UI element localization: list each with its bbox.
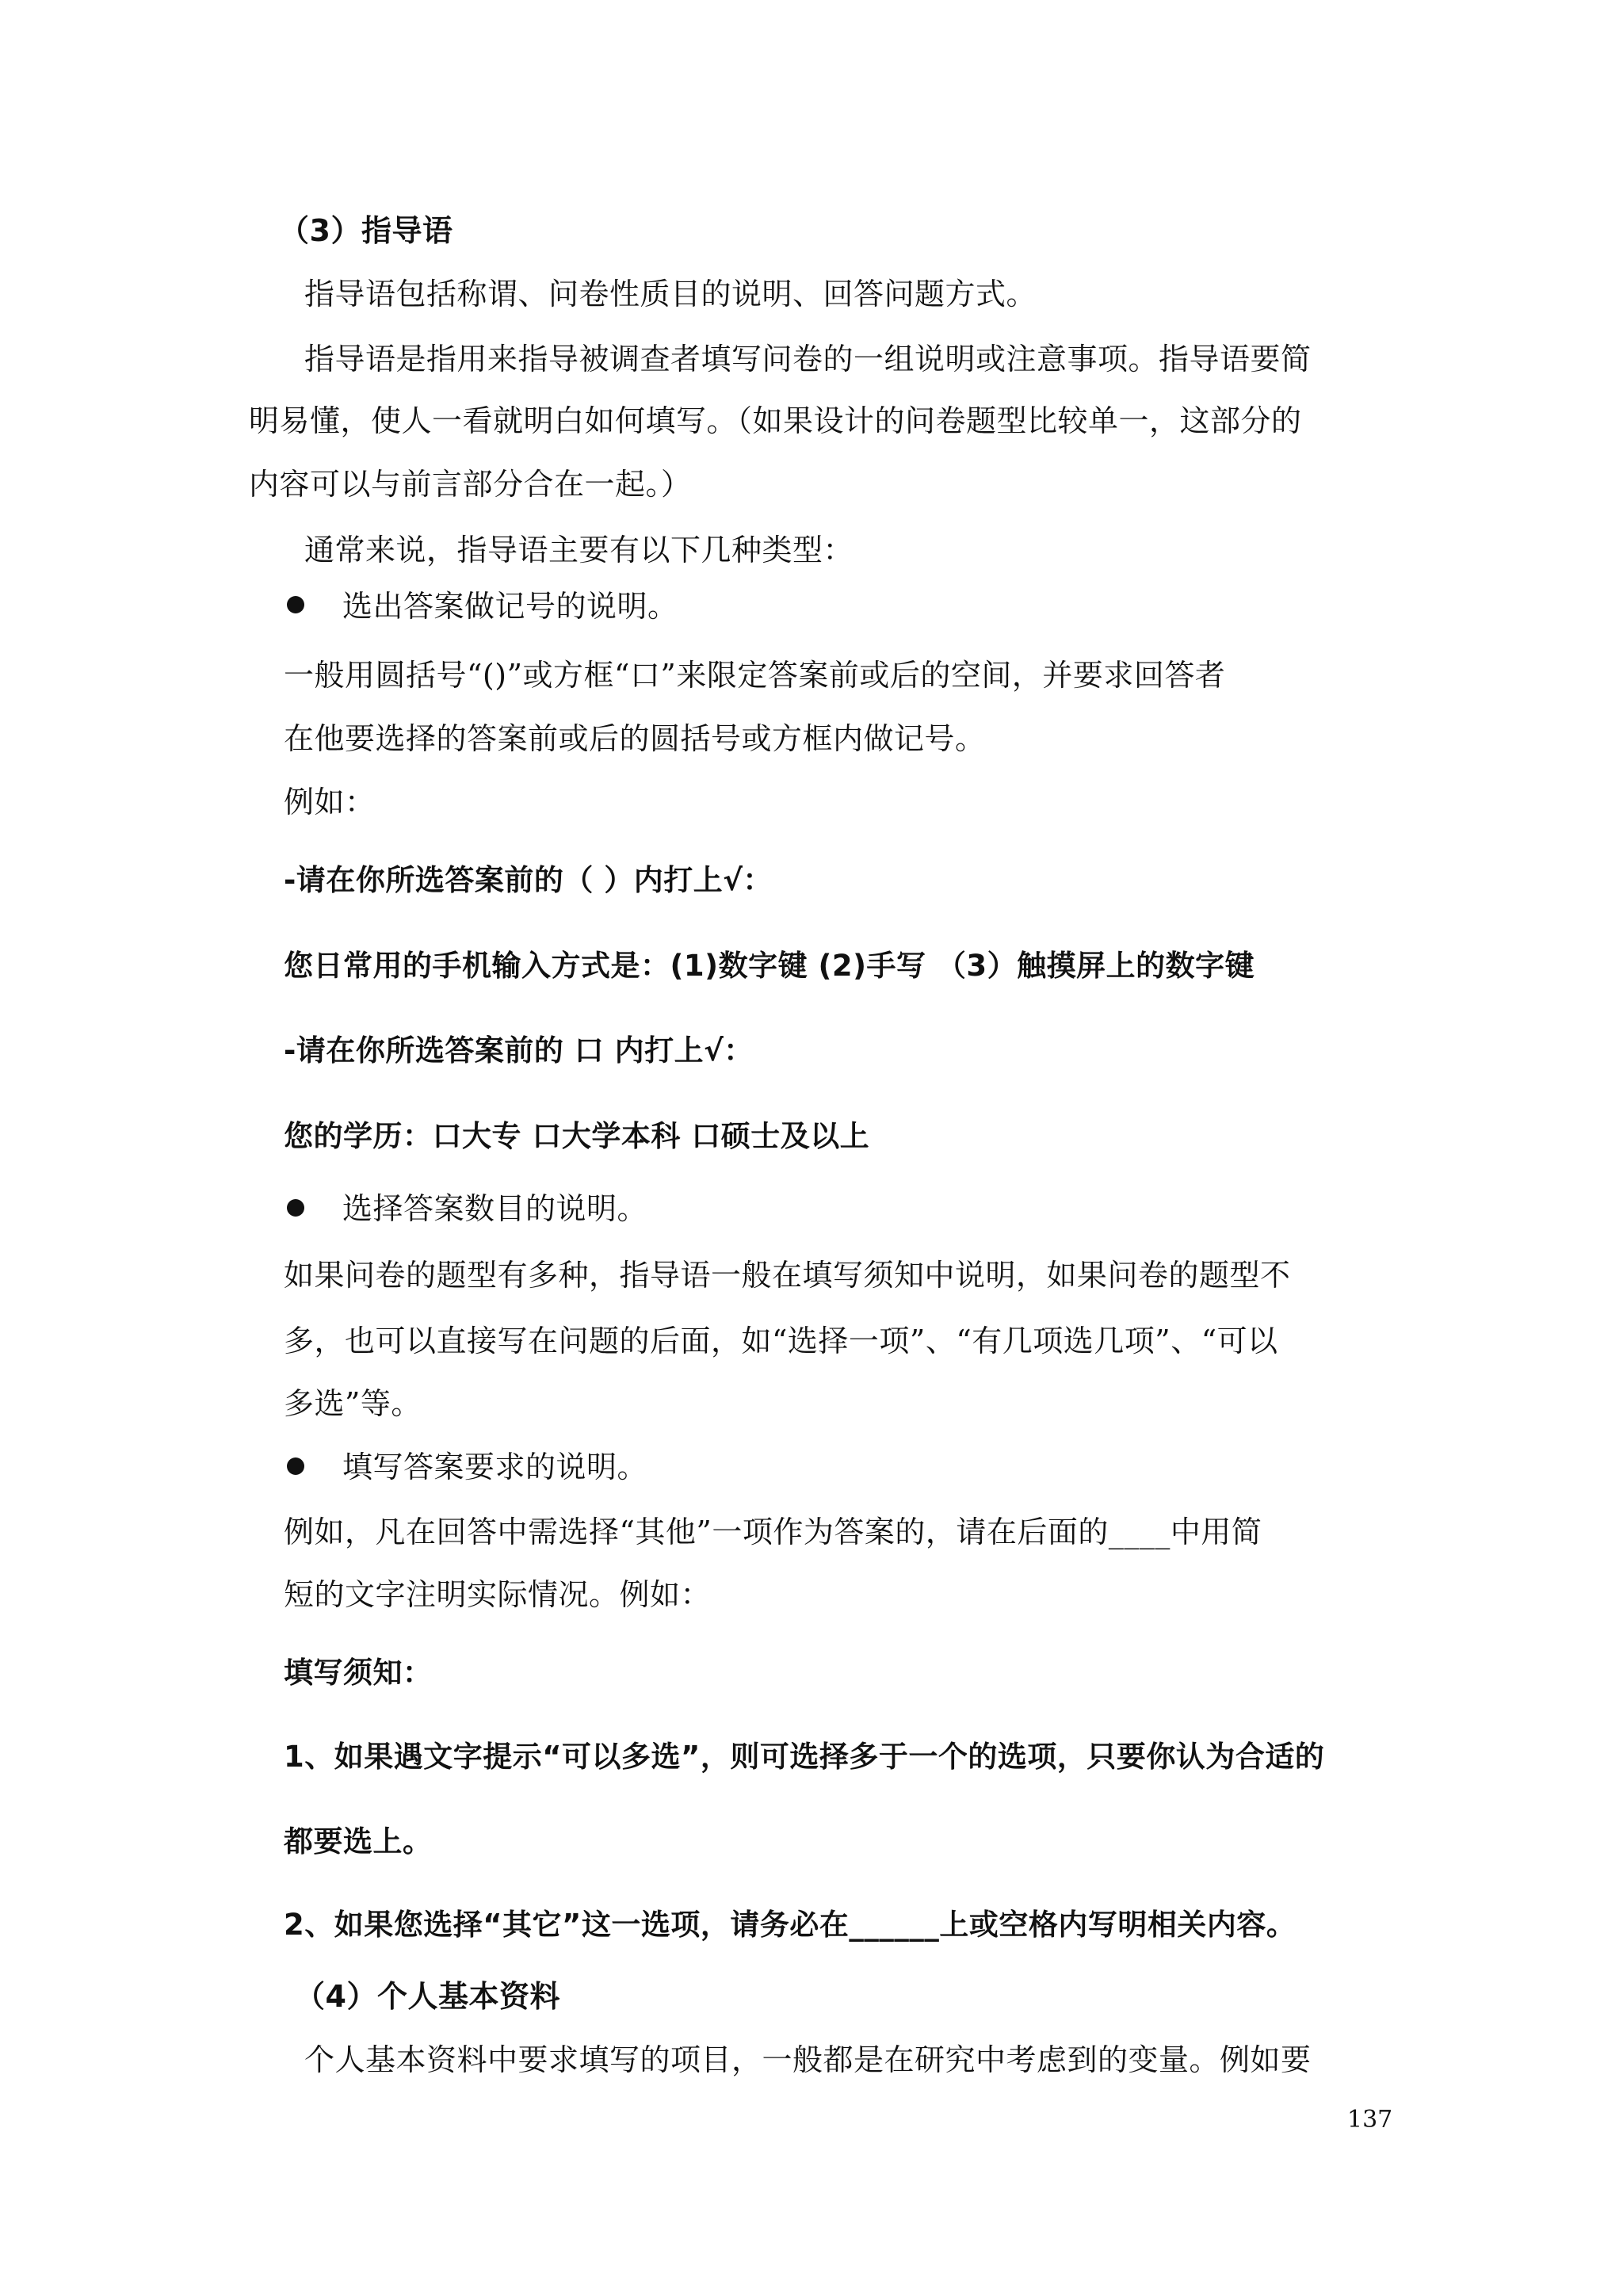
section-3-heading: （3）指导语 [279, 213, 453, 248]
section-3-paragraph-3: 通常来说，指导语主要有以下几种类型： [304, 533, 854, 567]
bullet-2-title: 选择答案数目的说明。 [342, 1191, 648, 1226]
bullet-icon [287, 1457, 304, 1475]
bullet-1-body-line-2: 在他要选择的答案前或后的圆括号或方框内做记号。 [284, 721, 986, 756]
notice-item-1-line-1: 1、如果遇文字提示“可以多选”，则可选择多于一个的选项，只要你认为合适的 [284, 1740, 1325, 1774]
notice-item-2: 2、如果您选择“其它”这一选项，请务必在______上或空格内写明相关内容。 [284, 1908, 1296, 1942]
bullet-3-title: 填写答案要求的说明。 [342, 1450, 648, 1484]
section-3-paragraph-1: 指导语包括称谓、问卷性质目的说明、回答问题方式。 [304, 277, 1037, 311]
page-number: 137 [1347, 2106, 1393, 2134]
bullet-3-body-line-2: 短的文字注明实际情况。例如： [284, 1577, 712, 1612]
bullet-1-title: 选出答案做记号的说明。 [342, 589, 678, 624]
example-2-question: 您的学历：口大专 口大学本科 口硕士及以上 [284, 1119, 870, 1153]
example-label: 例如： [284, 785, 376, 819]
example-2-instruction: -请在你所选答案前的 口 内打上√： [284, 1033, 754, 1068]
bullet-2-body-line-1: 如果问卷的题型有多种，指导语一般在填写须知中说明，如果问卷的题型不 [284, 1258, 1291, 1293]
bullet-2-body-line-2: 多，也可以直接写在问题的后面，如“选择一项”、“有几项选几项”、“可以 [284, 1324, 1278, 1358]
bullet-icon [287, 1199, 304, 1217]
bullet-1-body-line-1: 一般用圆括号“()”或方框“口”来限定答案前或后的空间，并要求回答者 [284, 658, 1226, 693]
section-4-paragraph-1: 个人基本资料中要求填写的项目，一般都是在研究中考虑到的变量。例如要 [304, 2042, 1312, 2077]
notice-title: 填写须知： [284, 1656, 433, 1690]
bullet-3-body-line-1: 例如，凡在回答中需选择“其他”一项作为答案的，请在后面的____中用简 [284, 1515, 1262, 1549]
example-1-question: 您日常用的手机输入方式是：(1)数字键 (2)手写 （3）触摸屏上的数字键 [284, 949, 1255, 983]
notice-item-1-line-2: 都要选上。 [284, 1824, 433, 1859]
bullet-icon [287, 596, 304, 613]
section-4-heading: （4）个人基本资料 [295, 1979, 560, 2014]
bullet-2-body-line-3: 多选”等。 [284, 1386, 422, 1421]
section-3-paragraph-2-line-1: 指导语是指用来指导被调查者填写问卷的一组说明或注意事项。指导语要简 [304, 342, 1312, 376]
section-3-paragraph-2-line-3: 内容可以与前言部分合在一起。） [249, 467, 692, 502]
example-1-instruction: -请在你所选答案前的（ ）内打上√： [284, 863, 773, 897]
section-3-paragraph-2-line-2: 明易懂，使人一看就明白如何填写。（如果设计的问卷题型比较单一，这部分的 [249, 403, 1302, 438]
